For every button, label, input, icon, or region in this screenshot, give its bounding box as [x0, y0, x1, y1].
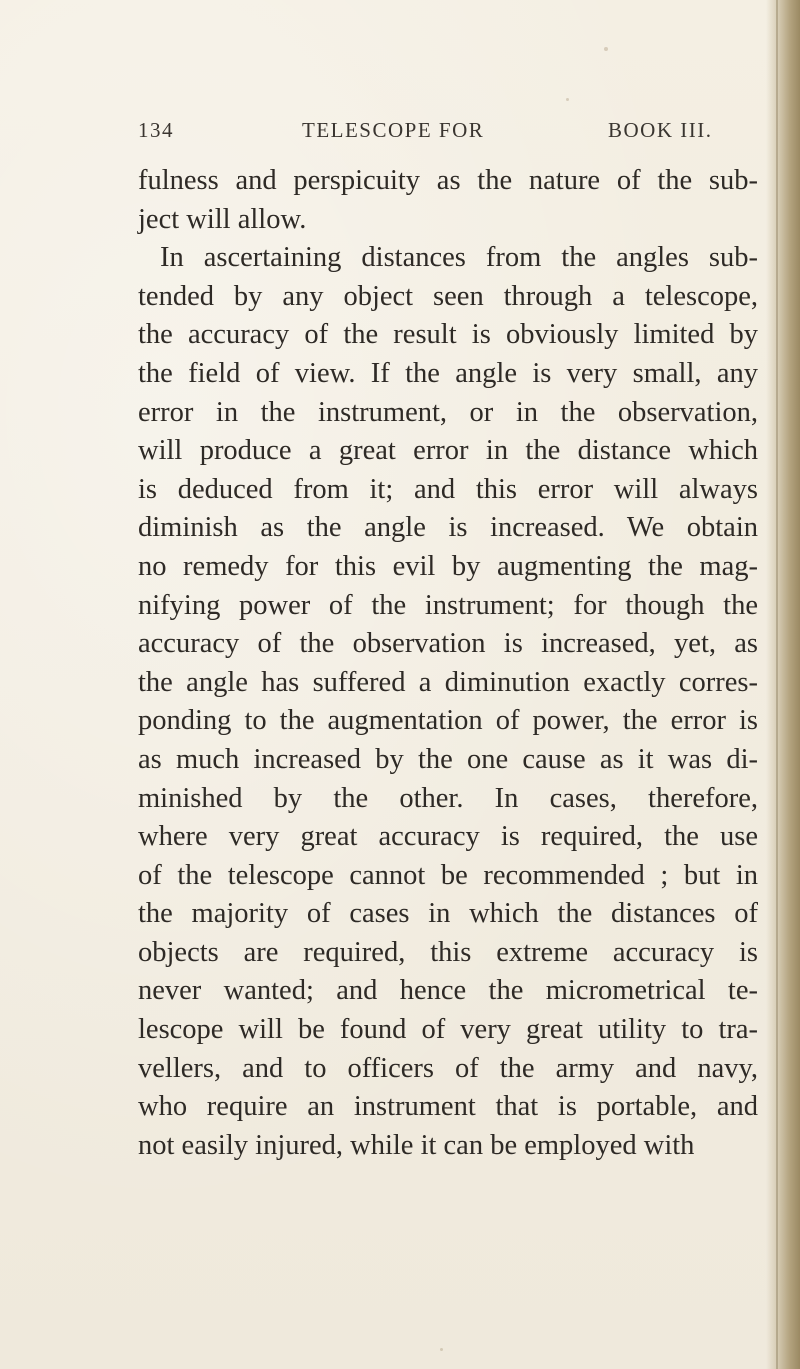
body-text — [138, 162, 758, 1165]
text-line: In ascertaining distances from the angles sub- — [160, 242, 758, 274]
text-line: error in the instrument, or in the observation, — [138, 396, 758, 428]
running-header — [138, 118, 738, 148]
text-line: will produce a great error in the distance which — [138, 435, 758, 467]
page-number: 134 — [138, 118, 174, 142]
text-line: accuracy of the observation is increased, yet, as — [138, 628, 758, 660]
text-line: of the telescope cannot be recommended ; but in — [138, 859, 758, 891]
text-line: the field of view. If the angle is very small, any — [138, 357, 758, 389]
text-line: the majority of cases in which the distances of — [138, 898, 758, 930]
book-label: BOOK III. — [608, 118, 713, 142]
text-line: ponding to the augmentation of power, the error is — [138, 705, 758, 737]
text-line: who require an instrument that is portable, and — [138, 1091, 758, 1123]
text-line: never wanted; and hence the micrometrical te- — [138, 975, 758, 1007]
binding-shadow-line — [776, 0, 778, 1369]
text-line: nifying power of the instrument; for though the — [138, 589, 758, 621]
text-line: no remedy for this evil by augmenting the mag- — [138, 550, 758, 582]
text-line: not easily injured, while it can be employed with — [138, 1129, 695, 1161]
running-title: TELESCOPE FOR — [302, 118, 485, 142]
paper-speck — [440, 1348, 443, 1351]
text-line: the accuracy of the result is obviously limited by — [138, 319, 758, 351]
text-line: diminish as the angle is increased. We obtain — [138, 512, 758, 544]
text-line: is deduced from it; and this error will always — [138, 473, 758, 505]
text-line: minished by the other. In cases, therefore, — [138, 782, 758, 814]
paper-speck — [604, 47, 608, 51]
text-line: the angle has suffered a diminution exactly corres- — [138, 666, 758, 698]
text-line: ject will allow. — [138, 203, 307, 235]
text-line: objects are required, this extreme accuracy is — [138, 936, 758, 968]
text-line: as much increased by the one cause as it was di- — [138, 743, 758, 775]
paper-speck — [566, 98, 569, 101]
binding-edge — [766, 0, 800, 1369]
text-line: tended by any object seen through a telescope, — [138, 280, 758, 312]
text-line: vellers, and to officers of the army and navy, — [138, 1052, 758, 1084]
text-line: fulness and perspicuity as the nature of the sub- — [138, 165, 758, 196]
text-line: where very great accuracy is required, the use — [138, 821, 758, 853]
text-line: lescope will be found of very great utility to tra- — [138, 1014, 758, 1046]
